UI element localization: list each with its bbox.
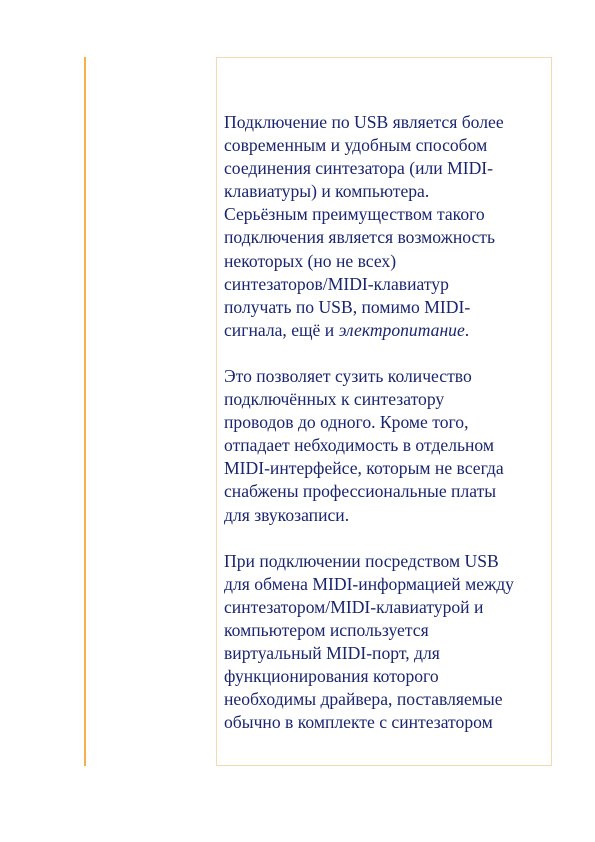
text-line: синтезаторов/MIDI-клавиатур bbox=[224, 273, 449, 294]
left-margin-rule bbox=[84, 57, 86, 766]
text-line: современным и удобным способом bbox=[224, 135, 488, 156]
text-line: компьютером используется bbox=[224, 619, 429, 640]
text-line: синтезатором/MIDI-клавиатурой и bbox=[224, 596, 484, 617]
text-line: подключения является возможность bbox=[224, 227, 495, 248]
text-line: функционирования которого bbox=[224, 666, 439, 687]
text-line: снабжены профессиональные платы bbox=[224, 481, 497, 502]
text-frame bbox=[216, 57, 552, 766]
text-line: Подключение по USB является более bbox=[224, 112, 504, 132]
emphasized-term: электропитание bbox=[338, 319, 465, 340]
text-line: некоторых (но не всех) bbox=[224, 250, 397, 271]
text-line: Это позволяет сузить количество bbox=[224, 365, 472, 386]
text-line: При подключении посредством USB bbox=[224, 550, 499, 571]
text-segment: . bbox=[464, 319, 470, 340]
text-line: MIDI-интерфейсе, которым не всегда bbox=[224, 458, 504, 479]
text-line: для обмена MIDI-информацией между bbox=[224, 573, 514, 594]
text-line: для звукозаписи. bbox=[224, 504, 350, 525]
text-line: клавиатуры) и компьютера. bbox=[224, 181, 430, 202]
text-line: проводов до одного. Кроме того, bbox=[224, 412, 469, 433]
paragraph-usb-connection bbox=[224, 111, 545, 342]
text-line: Серьёзным преимуществом такого bbox=[224, 204, 485, 225]
text-segment: сигнала, ещё и bbox=[224, 319, 339, 340]
text-line: необходимы драйвера, поставляемые bbox=[224, 689, 503, 710]
paragraph-fewer-cables bbox=[224, 365, 545, 527]
text-line: получать по USB, помимо MIDI- bbox=[224, 296, 471, 317]
text-line bbox=[224, 319, 545, 342]
text-line: обычно в комплекте с синтезатором bbox=[224, 712, 493, 733]
text-line: соединения синтезатора (или MIDI- bbox=[224, 158, 494, 179]
text-line: виртуальный MIDI-порт, для bbox=[224, 642, 440, 663]
text-line: отпадает небходимость в отдельном bbox=[224, 435, 495, 456]
text-line: подключённых к синтезатору bbox=[224, 389, 445, 410]
paragraph-virtual-midi-port bbox=[224, 550, 545, 735]
